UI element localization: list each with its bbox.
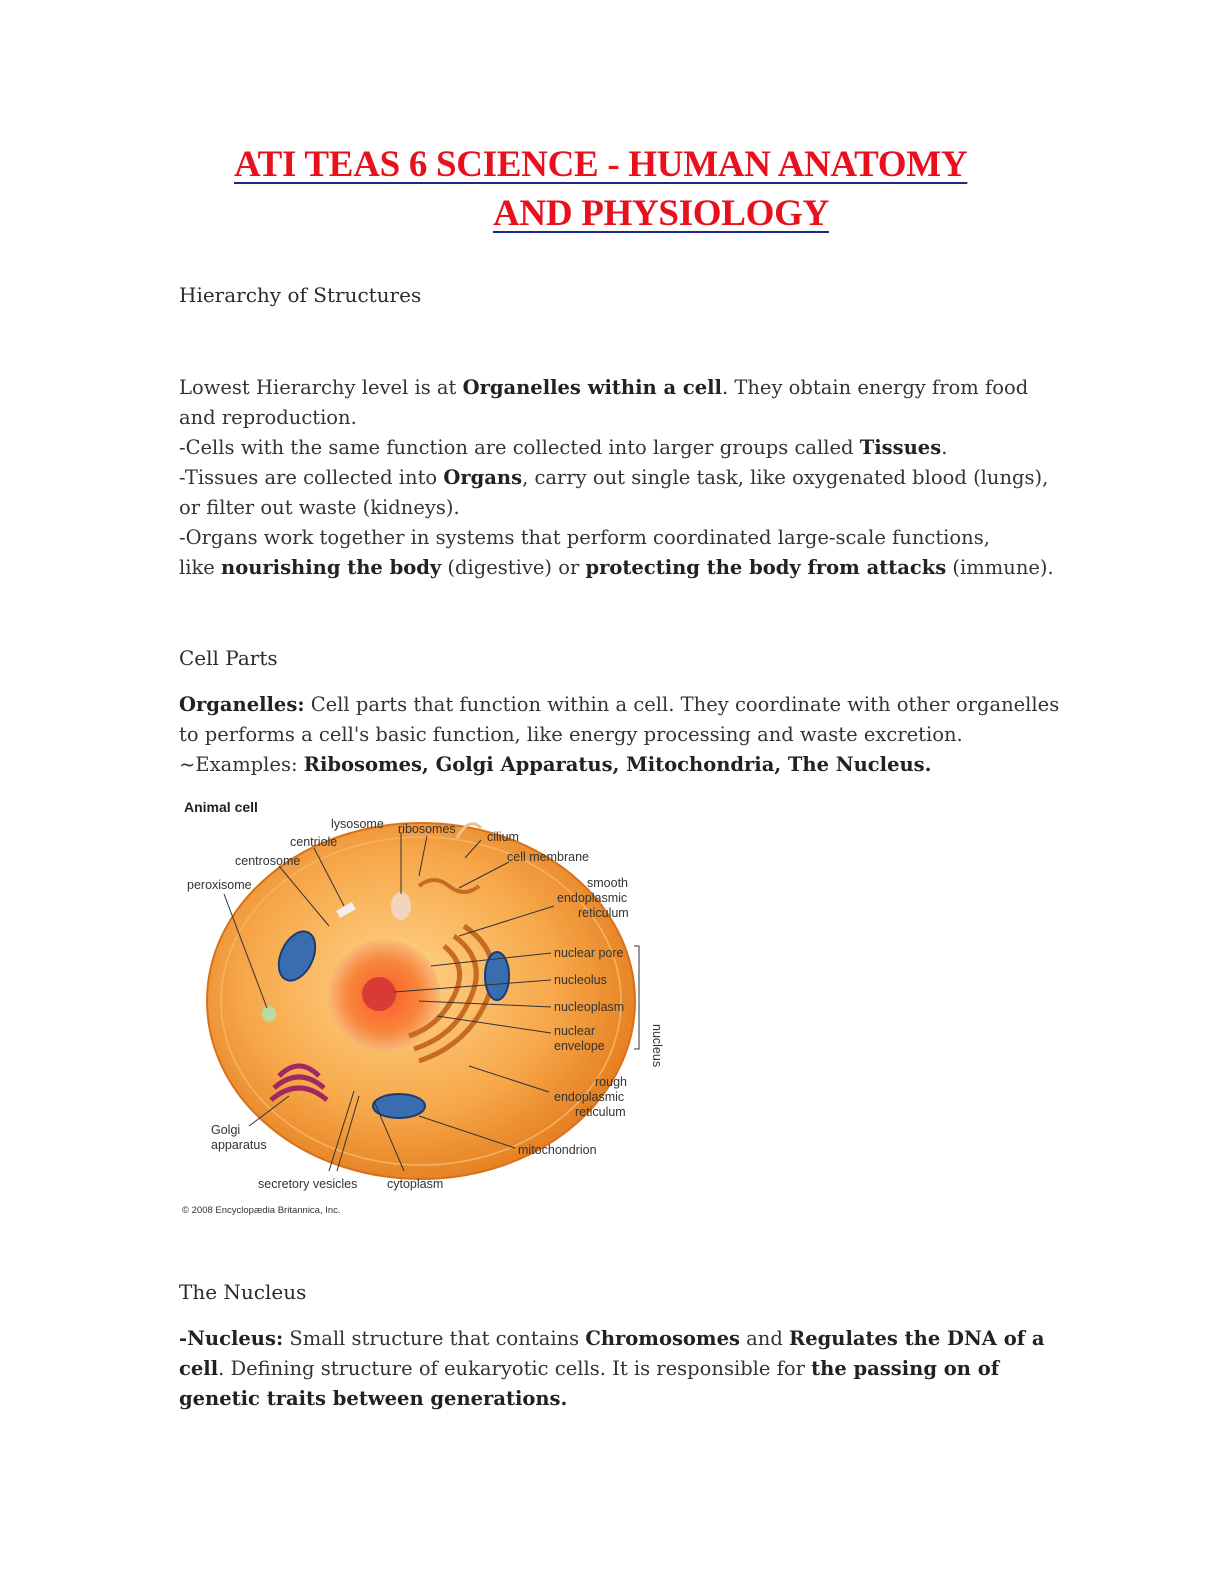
label-rough-er-2: endoplasmic <box>554 1090 625 1104</box>
nucleus-line-1: -Nucleus: Small structure that contains Chromosomes and Regulates the DNA of a <box>179 1327 1045 1350</box>
label-nucleolus: nucleolus <box>554 973 607 987</box>
label-ribosomes: ribosomes <box>398 822 456 836</box>
label-cytoplasm: cytoplasm <box>387 1177 444 1191</box>
label-cell-membrane: cell membrane <box>507 850 589 864</box>
nucleus-line-2: cell. Defining structure of eukaryotic cells. It is responsible for the passing on of <box>179 1357 1000 1380</box>
hierarchy-line-5: or filter out waste (kidneys). <box>179 496 460 519</box>
label-golgi-2: apparatus <box>211 1138 267 1152</box>
label-nucleus-bracket: nucleus <box>650 1024 664 1068</box>
hierarchy-line-3: -Cells with the same function are collected into larger groups called Tissues. <box>179 436 948 459</box>
figure-copyright: © 2008 Encyclopædia Britannica, Inc. <box>182 1205 341 1216</box>
peroxisome-shape <box>262 1006 276 1022</box>
nucleus-line-3: genetic traits between generations. <box>179 1387 568 1410</box>
label-golgi-1: Golgi <box>211 1123 241 1137</box>
section-heading-nucleus: The Nucleus <box>179 1280 307 1304</box>
lysosome-shape <box>391 892 411 920</box>
nucleus-paragraph <box>179 1324 1079 1414</box>
label-smooth-er-3: reticulum <box>578 906 629 920</box>
label-rough-er-3: reticulum <box>575 1105 626 1119</box>
hierarchy-line-4: -Tissues are collected into Organs, carry out single task, like oxygenated blood (lungs), <box>179 466 1049 489</box>
nucleolus-shape <box>362 977 396 1011</box>
label-centrosome: centrosome <box>235 854 301 868</box>
mitochondrion-shape-3 <box>373 1094 425 1118</box>
label-nuclear-envelope-2: envelope <box>554 1039 605 1053</box>
cell-parts-line-2: to performs a cell's basic function, like energy processing and waste excretion. <box>179 723 963 746</box>
label-smooth-er-2: endoplasmic <box>557 891 628 905</box>
cell-parts-paragraph <box>179 690 1079 780</box>
hierarchy-line-7: like nourishing the body (digestive) or protecting the body from attacks (immune). <box>179 556 1054 579</box>
label-mitochondrion: mitochondrion <box>518 1143 597 1157</box>
animal-cell-svg <box>179 796 669 1221</box>
animal-cell-diagram <box>179 796 669 1221</box>
label-nucleoplasm: nucleoplasm <box>554 1000 625 1014</box>
hierarchy-paragraph <box>179 373 1079 583</box>
hierarchy-line-1: Lowest Hierarchy level is at Organelles within a cell. They obtain energy from food <box>179 376 1029 399</box>
label-lysosome: lysosome <box>331 817 384 831</box>
document-title-line-1: ATI TEAS 6 SCIENCE - HUMAN ANATOMY <box>234 144 968 185</box>
section-heading-cell-parts: Cell Parts <box>179 646 278 670</box>
label-cilium: cilium <box>487 830 519 844</box>
hierarchy-line-6: -Organs work together in systems that perform coordinated large-scale functions, <box>179 526 990 549</box>
document-title-line-2: AND PHYSIOLOGY <box>493 193 830 234</box>
label-nuclear-envelope-1: nuclear <box>554 1024 595 1038</box>
cell-parts-line-1: Organelles: Cell parts that function within a cell. They coordinate with other organelles <box>179 693 1060 716</box>
label-peroxisome: peroxisome <box>187 878 252 892</box>
label-secretory-vesicles: secretory vesicles <box>258 1177 358 1191</box>
figure-title: Animal cell <box>184 799 258 815</box>
section-heading-hierarchy: Hierarchy of Structures <box>179 283 422 307</box>
label-smooth-er-1: smooth <box>587 876 628 890</box>
hierarchy-line-2: and reproduction. <box>179 406 357 429</box>
label-rough-er-1: rough <box>595 1075 627 1089</box>
cell-parts-line-3: ~Examples: Ribosomes, Golgi Apparatus, Mitochondria, The Nucleus. <box>179 753 932 776</box>
label-nuclear-pore: nuclear pore <box>554 946 624 960</box>
label-centriole: centriole <box>290 835 338 849</box>
